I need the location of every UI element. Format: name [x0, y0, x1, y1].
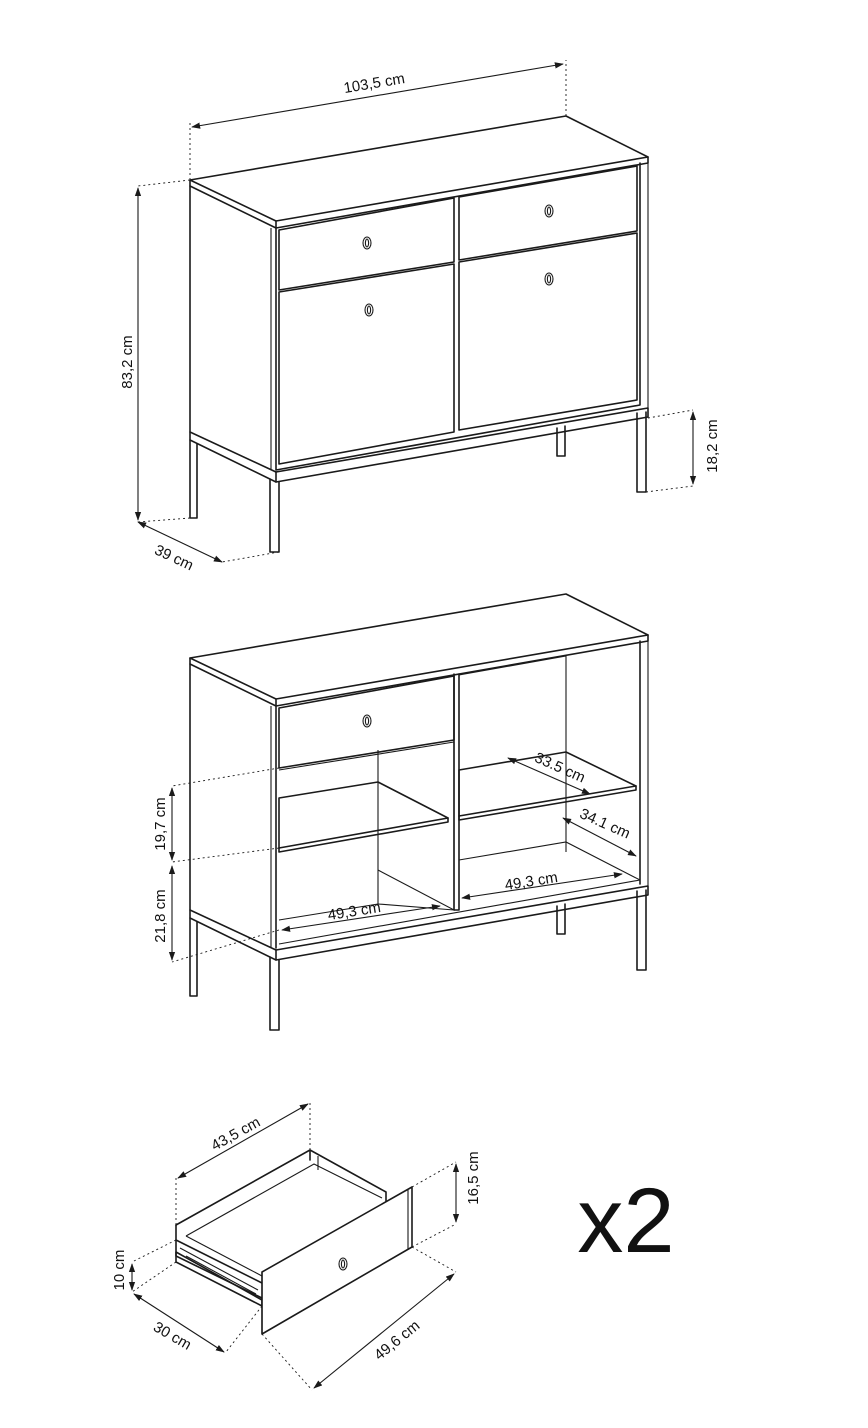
closed-sideboard-view — [119, 60, 721, 574]
knob-icon — [545, 273, 553, 285]
drawer-depth-label: 30 cm — [150, 1318, 195, 1354]
shelf-depth-label: 33.5 cm — [531, 749, 588, 787]
knob-icon — [365, 304, 373, 316]
depth-label: 39 cm — [151, 541, 197, 575]
drawer-side-height-label: 10 cm — [111, 1249, 128, 1291]
drawer-front-width-label: 49,6 cm — [371, 1317, 424, 1364]
height-label: 83,2 cm — [119, 335, 136, 389]
width-label: 103,5 cm — [342, 70, 407, 98]
drawer-quantity-label: x2 — [577, 1170, 675, 1272]
interior-depth-label: 34.1 cm — [576, 805, 633, 843]
upper-gap-label: 19,7 cm — [152, 797, 169, 851]
knob-icon — [363, 715, 371, 727]
drawer-width-dimension-line — [178, 1104, 308, 1178]
left-compartment-label: 49,3 cm — [326, 898, 382, 925]
knob-icon — [363, 237, 371, 249]
leg-height-label: 18,2 cm — [704, 419, 721, 473]
right-compartment-label: 49,3 cm — [503, 868, 559, 895]
open-sideboard-view — [152, 594, 648, 1030]
lower-gap-label: 21,8 cm — [152, 889, 169, 943]
drawer-view — [111, 1100, 675, 1390]
knob-icon — [545, 205, 553, 217]
drawer-width-label: 43,5 cm — [208, 1113, 264, 1155]
drawer-front-height-label: 16,5 cm — [465, 1151, 482, 1205]
